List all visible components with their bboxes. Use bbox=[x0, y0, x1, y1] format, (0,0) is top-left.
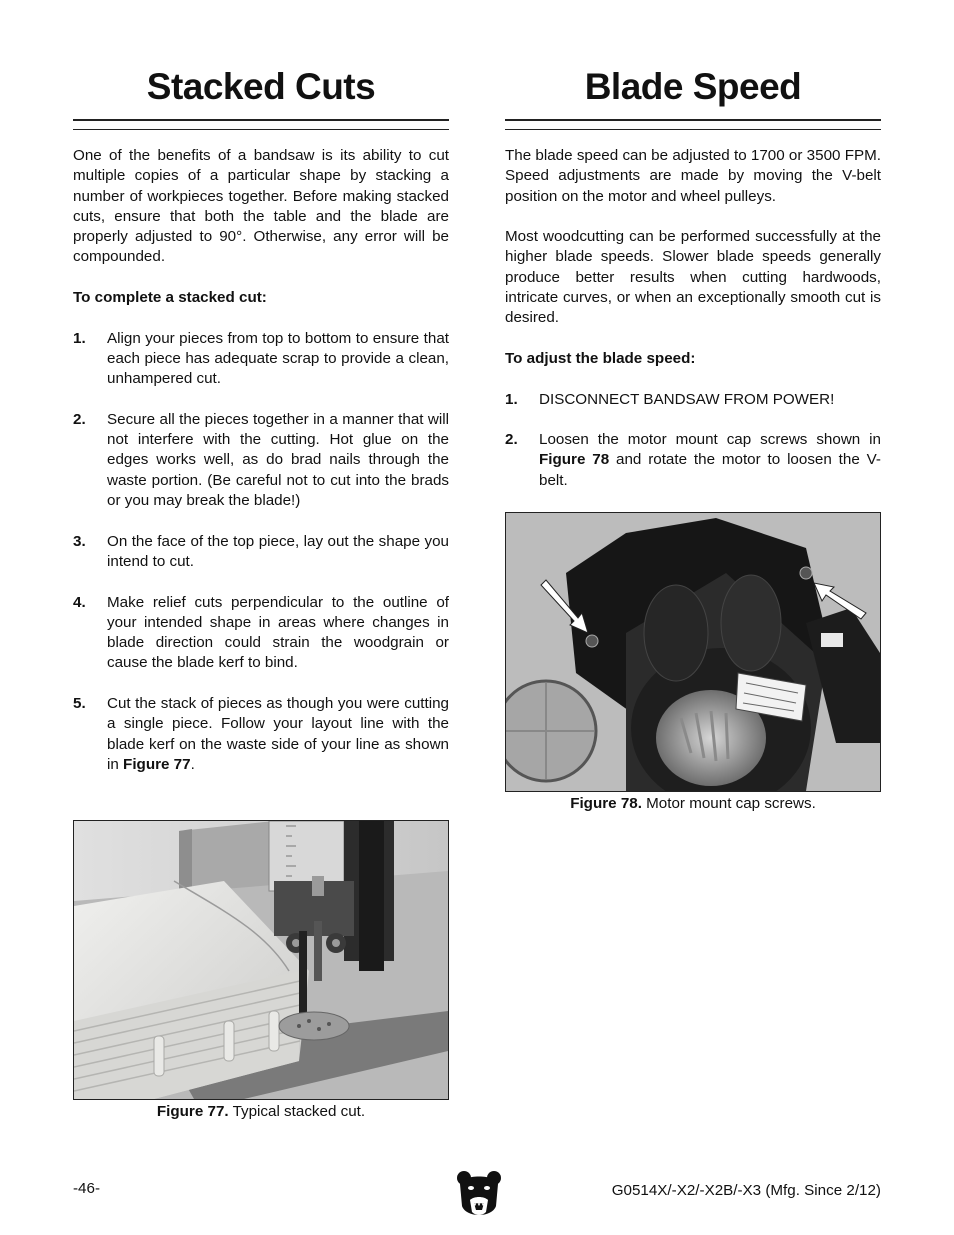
figure-reference: Figure 78 bbox=[539, 451, 610, 469]
title-rule-thin bbox=[505, 129, 881, 130]
step-number: 5. bbox=[73, 695, 86, 713]
step-1 bbox=[505, 390, 881, 410]
step-number: 4. bbox=[73, 593, 86, 611]
title-rule-thick bbox=[73, 119, 449, 121]
procedure-subhead: To adjust the blade speed: bbox=[505, 349, 696, 367]
step-3 bbox=[73, 532, 449, 573]
step-1 bbox=[73, 329, 449, 390]
step-4 bbox=[73, 593, 449, 674]
figure-label: Figure 77. bbox=[156, 1103, 229, 1120]
step-text: Align your pieces from top to bottom to ensure that each piece has adequate scrap to provide a clean, unhampered cut. bbox=[107, 329, 449, 388]
step-2 bbox=[505, 430, 881, 491]
title-rule-thin bbox=[73, 129, 449, 130]
model-number: G0514X/-X2/-X2B/-X3 (Mfg. Since 2/12) bbox=[611, 1182, 881, 1199]
figure-reference: Figure 77 bbox=[123, 755, 191, 773]
blade-speed-body bbox=[505, 146, 881, 511]
title-rule-thick bbox=[505, 119, 881, 121]
step-text: DISCONNECT BANDSAW FROM POWER! bbox=[539, 390, 835, 408]
stacked-cuts-body bbox=[73, 146, 449, 796]
figure-77-photo bbox=[73, 820, 449, 1100]
figure-78-photo bbox=[505, 512, 881, 792]
step-text: Secure all the pieces together in a manner that will not interfere with the cutting. Hot glue on the edges works well, as do brad nails through the waste portion. (Be careful not to cut into the brads or you may break the blade!) bbox=[107, 410, 449, 510]
motor-mount-photo bbox=[506, 513, 880, 791]
intro-paragraph: One of the benefits of a bandsaw is its ability to cut multiple copies of a particular shape by stacking a number of workpieces together. Before making stacked cuts, ensure that both the table and the blade are properly adjusted to 90°. Otherwise, any error will be compounded. bbox=[73, 147, 449, 266]
step-text: On the face of the top piece, lay out the shape you intend to cut. bbox=[107, 532, 449, 570]
page-number: -46- bbox=[73, 1180, 101, 1197]
bear-logo-icon bbox=[456, 1170, 502, 1222]
step-5 bbox=[73, 694, 449, 775]
stacked-cut-photo bbox=[74, 821, 448, 1099]
step-text: Cut the stack of pieces as though you were cutting a single piece. Follow your layout line with the blade kerf on the waste side of your line as shown in Figure 77. bbox=[107, 695, 449, 773]
step-number: 2. bbox=[505, 431, 518, 449]
step-2 bbox=[73, 410, 449, 511]
step-number: 3. bbox=[73, 532, 86, 550]
intro-paragraph-2: Most woodcutting can be performed successfully at the higher blade speeds. Slower blade speeds generally produce better results when cutting hardwoods, intricate curves, or when an exceptionally smooth cut is desired. bbox=[505, 228, 881, 327]
section-title-blade-speed: Blade Speed bbox=[584, 66, 802, 107]
step-text: Make relief cuts perpendicular to the outline of your intended shape in areas where changes in blade direction could strain the woodgrain or cause the blade kerf to bind. bbox=[107, 593, 449, 672]
step-number: 2. bbox=[73, 410, 86, 428]
procedure-subhead: To complete a stacked cut: bbox=[73, 289, 267, 307]
figure-77-caption: Figure 77. Typical stacked cut. bbox=[156, 1103, 366, 1120]
step-number: 1. bbox=[73, 329, 86, 347]
step-number: 1. bbox=[505, 390, 518, 408]
section-title-stacked-cuts: Stacked Cuts bbox=[146, 66, 376, 107]
figure-label: Figure 78. bbox=[570, 795, 642, 812]
intro-paragraph-1: The blade speed can be adjusted to 1700 or 3500 FPM. Speed adjustments are made by moving the V-belt position on the motor and wheel pulleys. bbox=[505, 147, 881, 205]
figure-78-caption: Figure 78. Motor mount cap screws. bbox=[570, 795, 816, 812]
step-text: Loosen the motor mount cap screws shown in Figure 78 and rotate the motor to loosen the V-belt. bbox=[539, 431, 881, 489]
